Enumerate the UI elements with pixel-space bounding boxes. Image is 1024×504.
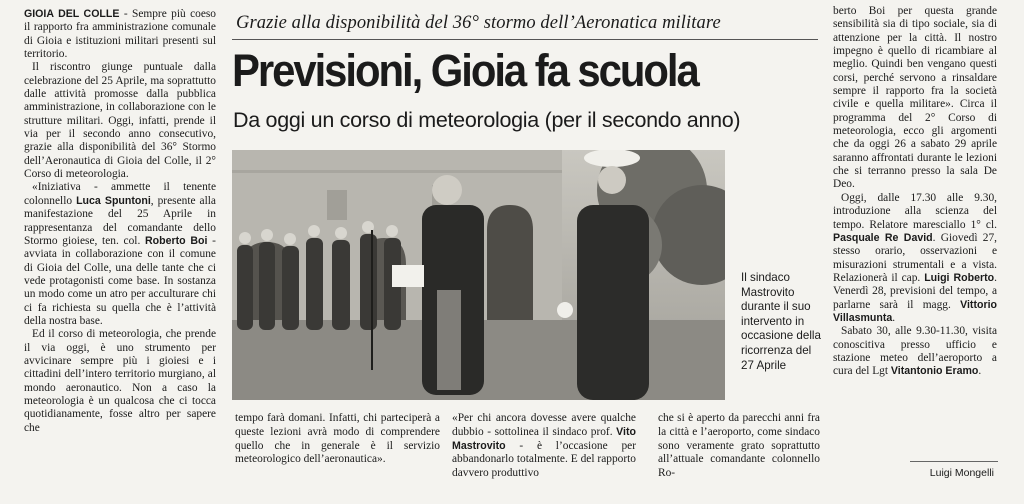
- byline: Luigi Mongelli: [929, 467, 994, 479]
- person-name: Vitantonio Eramo: [890, 365, 979, 378]
- byline-rule: [910, 461, 998, 462]
- paragraph: «Iniziativa - ammette il tenente colonnello Luca Spuntoni, presente alla manifestazione del 25 Aprile in rappresentanza del comandante dello Stormo gioiese, ten. col. Roberto Boi - avviata in collaborazione con il comune di Gioia del Colle, una delle tante che ci vede protagonisti come base. In sostanza un modo come un atro per acculturare chi ci fa richiesta su quella che è l’attività della nostra base.: [24, 181, 216, 327]
- kicker-rule: [232, 39, 818, 40]
- article-kicker: Grazie alla disponibilità del 36° stormo dell’Aeronatica militare: [236, 13, 721, 33]
- person-name: Luigi Roberto: [924, 271, 995, 284]
- article-column-bottom-2: [452, 412, 636, 481]
- paragraph: Ed il corso di meteorologia, che prende il via oggi, è uno strumento per avvicinare sempre più i gioiesi e i cittadini dell’intero territorio murgiano, al mondo aeronautico. Non a caso la meteorologia è un qualcosa che ci tocca quotidianamente, fosse altro per sapere che: [24, 328, 216, 434]
- article-column-5: [833, 5, 997, 379]
- paragraph: Il riscontro giunge puntuale dalla celebrazione del 25 Aprile, ma soprattutto dalle attività promosse dalla pubblica amministrazione, in collaborazione con le strutture militari. Oggi, infatti, prende il via per il secondo anno consecutivo, grazie alla disponibilità del 36° Stormo dell’Aeronautica di Gioia del Colle, il 2° Corso di meteorologia.: [24, 61, 216, 181]
- paragraph: Sabato 30, alle 9.30-11.30, visita conoscitiva presso ufficio e stazione meteo dell’aeroporto a cura del Lgt Vitantonio Eramo.: [833, 325, 997, 378]
- paragraph: GIOIA DEL COLLE - Sempre più coeso il rapporto fra amministrazione comunale di Gioia e istituzioni militari presenti sul territorio.: [24, 8, 217, 61]
- person-name: Luca Spuntoni: [76, 194, 151, 207]
- person-name: Vittorio Villasmunta: [833, 298, 997, 324]
- article-column-bottom-1: [235, 412, 440, 467]
- person-name: Vito Mastrovito: [452, 425, 636, 452]
- paragraph: berto Boi per questa grande sensibilità sia di tipo sociale, sia di attenzione per la città. Il nostro impegno è quello di ricambiare al meglio. Quindi ben vengano questi corsi, perché servono a rinsaldare sempre il rapporto fra la società civile e quella militare». Circa il programma del 2° Corso di meteorologia, ecco gli argomenti che da oggi 26 a sabato 29 aprile saranno affrontati durante le lezioni che si terranno presso la sala De Deo.: [833, 5, 997, 191]
- person-name: Roberto Boi: [145, 234, 208, 247]
- photo-illustration: [232, 150, 725, 400]
- article-column-1: [24, 8, 216, 435]
- article-photo: [232, 150, 725, 400]
- paragraph: Oggi, dalle 17.30 alle 9.30, introduzione alla scienza del tempo. Relatore maresciallo 1° cl. Pasquale Re David. Giovedì 27, stesso orario, osservazioni e misurazioni strumentali e a vista. Relazionerà il cap. Luigi Roberto. Venerdì 28, previsioni del tempo, a parlarne sarà il magg. Vittorio Villasmunta.: [833, 191, 997, 324]
- article-subheadline: Da oggi un corso di meteorologia (per il secondo anno): [233, 108, 741, 132]
- paragraph: che si è aperto da parecchi anni fra la città e l’aeroporto, come sindaco sono veramente grato soprattutto all’attuale comandante colonnello Ro-: [658, 412, 820, 480]
- article-column-bottom-3: [658, 412, 820, 481]
- paragraph: «Per chi ancora dovesse avere qualche dubbio - sottolinea il sindaco prof. Vito Mastrovito - è l’occasione per abbandonarlo totalmente. E del rapporto davvero produttivo: [452, 412, 636, 480]
- dateline: GIOIA DEL COLLE: [24, 8, 120, 20]
- photo-caption: Il sindaco Mastrovito durante il suo intervento in occasione della ricorrenza del 27 Aprile: [741, 271, 821, 372]
- paragraph: tempo farà domani. Infatti, chi parteciperà a queste lezioni avrà modo di comprendere quello che in generale è il servizio meteorologico dell’aeronautica».: [235, 412, 440, 466]
- article-headline: Previsioni, Gioia fa scuola: [232, 45, 698, 96]
- person-name: Pasquale Re David: [833, 231, 933, 244]
